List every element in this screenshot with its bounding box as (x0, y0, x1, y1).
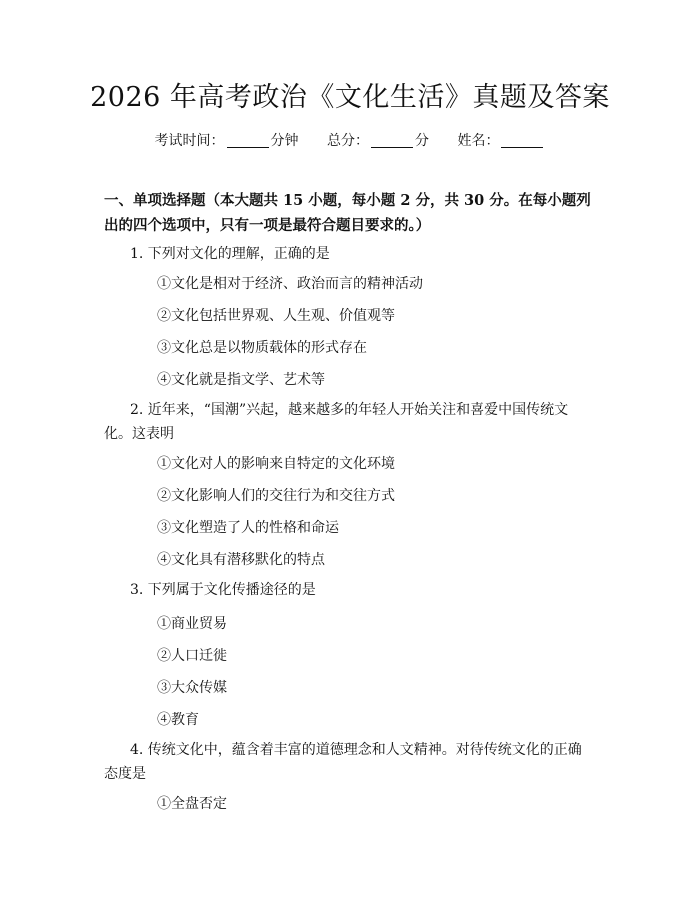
question-option: ①文化是相对于经济、政治而言的精神活动 (157, 276, 423, 292)
question-option: ②人口迁徙 (157, 648, 227, 664)
question-stem: 4. 传统文化中，蕴含着丰富的道德理念和人文精神。对待传统文化的正确态度是 (104, 742, 582, 782)
question-stem: 1. 下列对文化的理解，正确的是 (130, 246, 330, 262)
question-option: ①文化对人的影响来自特定的文化环境 (157, 456, 395, 472)
exam-time-field (155, 131, 299, 151)
total-score-field (327, 131, 429, 151)
page-title: 2026 年高考政治《文化生活》真题及答案 (90, 82, 610, 113)
question-option: ④文化具有潜移默化的特点 (157, 552, 325, 568)
question-option: ④教育 (157, 712, 199, 728)
exam-info-line (0, 131, 700, 151)
question-option: ①全盘否定 (157, 796, 227, 812)
exam-time-unit: 分钟 (270, 133, 299, 149)
question-option: ②文化包括世界观、人生观、价值观等 (157, 308, 395, 324)
student-name-label: 姓名： (457, 133, 500, 149)
exam-time-blank (227, 133, 269, 148)
student-name-field (457, 131, 545, 151)
question-option: ③文化塑造了人的性格和命运 (157, 520, 339, 536)
total-score-blank (371, 133, 413, 148)
question-option: ③文化总是以物质载体的形式存在 (157, 340, 367, 356)
question-option: ④文化就是指文学、艺术等 (157, 372, 325, 388)
question-stem: 2. 近年来，“国潮”兴起，越来越多的年轻人开始关注和喜爱中国传统文化。这表明 (104, 402, 569, 442)
exam-time-label: 考试时间： (154, 133, 225, 149)
question-option: ③大众传媒 (157, 680, 227, 696)
question-option: ②文化影响人们的交往行为和交往方式 (157, 488, 395, 504)
student-name-blank (501, 133, 543, 148)
section-heading: 一、单项选择题（本大题共 15 小题，每小题 2 分，共 30 分。在每小题列出的四个选项中，只有一项是最符合题目要求的。） (104, 192, 591, 234)
total-score-label: 总分： (327, 133, 369, 149)
question-option: ①商业贸易 (157, 616, 227, 632)
total-score-unit: 分 (415, 133, 429, 149)
question-stem: 3. 下列属于文化传播途径的是 (130, 582, 316, 598)
